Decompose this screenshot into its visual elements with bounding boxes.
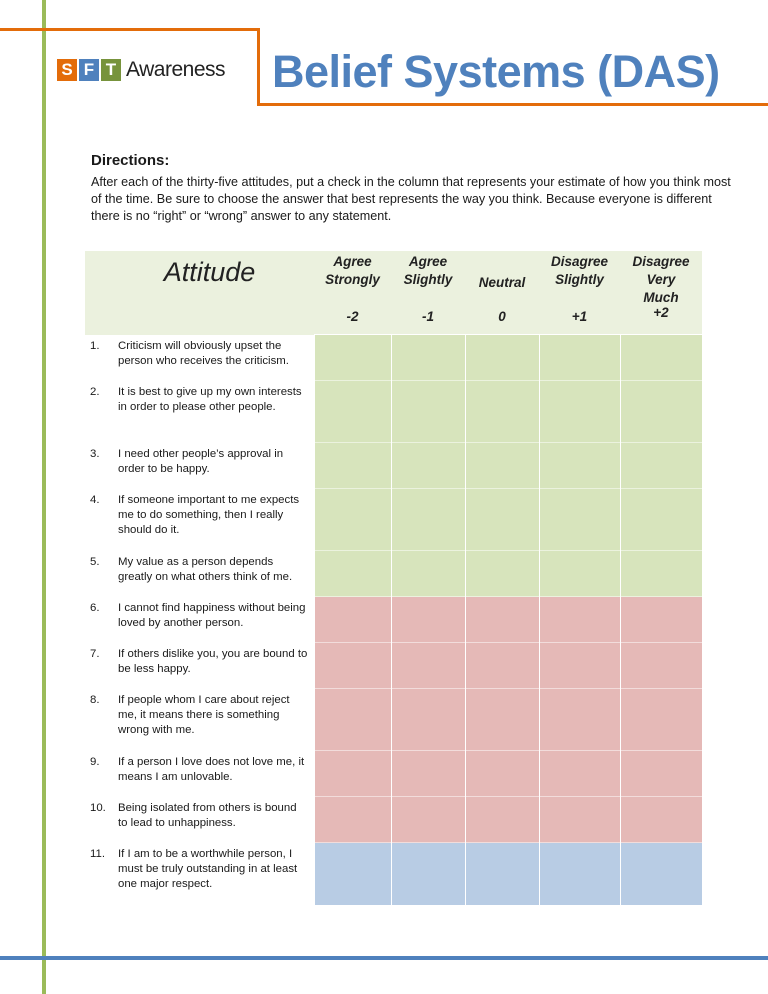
statement-cell [85, 489, 314, 551]
attitude-table [85, 251, 703, 905]
answer-cell-agree-strongly[interactable] [314, 443, 391, 489]
table-row [85, 597, 702, 643]
table-row [85, 443, 702, 489]
statement-number: 3. [90, 447, 100, 460]
answer-cell-neutral[interactable] [465, 643, 539, 689]
table-row [85, 335, 702, 381]
answer-cell-disagree-very-much[interactable] [620, 597, 702, 643]
answer-cell-disagree-slightly[interactable] [539, 597, 620, 643]
answer-cell-agree-slightly[interactable] [391, 843, 465, 905]
column-value: -1 [421, 309, 434, 324]
answer-cell-disagree-slightly[interactable] [539, 843, 620, 905]
column-value: -2 [346, 309, 359, 324]
statement-cell [85, 643, 314, 689]
logo-word: Awareness [126, 58, 226, 81]
answer-cell-agree-strongly[interactable] [314, 489, 391, 551]
statement-text: Criticism will obviously upset the person who receives the criticism. [118, 339, 289, 367]
header-rule-top [0, 28, 260, 31]
statement-text: If others dislike you, you are bound to be less happy. [118, 647, 308, 675]
answer-cell-neutral[interactable] [465, 751, 539, 797]
statement-text: My value as a person depends greatly on what others think of me. [118, 555, 293, 583]
column-header-disagree-very-much [620, 251, 702, 335]
answer-cell-agree-slightly[interactable] [391, 551, 465, 597]
answer-cell-neutral[interactable] [465, 551, 539, 597]
column-header-neutral [465, 251, 539, 335]
column-label: Neutral [478, 275, 526, 290]
directions-text: After each of the thirty-five attitudes, put a check in the column that represents your estimate of how you think most of the time. Be sure to choose the answer that best represents the way you think. Because everyone is different there is no “right” or “wrong” answer to any statement. [91, 175, 731, 223]
statement-text: If I am to be a worthwhile person, I must be truly outstanding in at least one major respect. [118, 847, 298, 890]
answer-cell-agree-slightly[interactable] [391, 751, 465, 797]
answer-cell-disagree-very-much[interactable] [620, 443, 702, 489]
answer-cell-agree-slightly[interactable] [391, 443, 465, 489]
statement-number: 7. [90, 647, 100, 660]
directions-heading: Directions: [91, 152, 170, 169]
statement-number: 4. [90, 493, 100, 506]
sft-awareness-logo [57, 57, 225, 83]
answer-cell-neutral[interactable] [465, 597, 539, 643]
statement-cell [85, 689, 314, 751]
statement-number: 6. [90, 601, 100, 614]
answer-cell-agree-slightly[interactable] [391, 643, 465, 689]
statement-text: If a person I love does not love me, it means I am unlovable. [118, 755, 305, 783]
statement-text: Being isolated from others is bound to lead to unhappiness. [118, 801, 297, 829]
statement-text: I cannot find happiness without being loved by another person. [118, 601, 306, 629]
answer-cell-neutral[interactable] [465, 843, 539, 905]
column-value: +2 [653, 305, 669, 320]
header-rule-bottom [257, 103, 768, 106]
answer-cell-disagree-very-much[interactable] [620, 797, 702, 843]
answer-cell-neutral[interactable] [465, 689, 539, 751]
column-value: 0 [498, 309, 506, 324]
answer-cell-neutral[interactable] [465, 489, 539, 551]
answer-cell-agree-strongly[interactable] [314, 643, 391, 689]
attitude-header: Attitude [163, 257, 256, 287]
statement-number: 9. [90, 755, 100, 768]
answer-cell-disagree-slightly[interactable] [539, 335, 620, 381]
statement-cell [85, 443, 314, 489]
answer-cell-disagree-very-much[interactable] [620, 335, 702, 381]
attitude-header-cell [85, 251, 314, 335]
answer-cell-disagree-very-much[interactable] [620, 751, 702, 797]
answer-cell-neutral[interactable] [465, 335, 539, 381]
answer-cell-agree-strongly[interactable] [314, 843, 391, 905]
column-label: Disagree Very Much [632, 254, 690, 305]
logo-s: S [57, 59, 77, 81]
statement-cell [85, 597, 314, 643]
table-row [85, 797, 702, 843]
logo-f: F [79, 59, 99, 81]
column-value: +1 [571, 309, 588, 324]
answer-cell-disagree-slightly[interactable] [539, 381, 620, 443]
answer-cell-agree-strongly[interactable] [314, 381, 391, 443]
table-row [85, 751, 702, 797]
statement-cell [85, 797, 314, 843]
column-label: Disagree Slightly [550, 254, 609, 287]
statement-text: It is best to give up my own interests in order to please other people. [118, 385, 302, 413]
statement-number: 10. [90, 801, 106, 814]
answer-cell-disagree-very-much[interactable] [620, 843, 702, 905]
answer-cell-neutral[interactable] [465, 443, 539, 489]
statement-number: 1. [90, 339, 100, 352]
table-row [85, 489, 702, 551]
answer-cell-agree-slightly[interactable] [391, 689, 465, 751]
answer-cell-disagree-very-much[interactable] [620, 381, 702, 443]
answer-cell-agree-slightly[interactable] [391, 381, 465, 443]
left-margin-rule [42, 0, 46, 994]
statement-cell [85, 751, 314, 797]
answer-cell-disagree-slightly[interactable] [539, 489, 620, 551]
table-row [85, 689, 702, 751]
answer-cell-agree-strongly[interactable] [314, 597, 391, 643]
logo-t: T [101, 59, 121, 81]
table-row [85, 643, 702, 689]
header-rule-vertical [257, 28, 260, 106]
answer-cell-agree-strongly[interactable] [314, 551, 391, 597]
table-row [85, 551, 702, 597]
footer-rule [0, 956, 768, 960]
answer-cell-disagree-slightly[interactable] [539, 751, 620, 797]
answer-cell-neutral[interactable] [465, 381, 539, 443]
page-title: Belief Systems (DAS) [272, 46, 720, 97]
answer-cell-agree-slightly[interactable] [391, 797, 465, 843]
column-header-agree-slightly [391, 251, 465, 335]
answer-cell-disagree-slightly[interactable] [539, 551, 620, 597]
column-header-agree-strongly [314, 251, 391, 335]
answer-cell-agree-strongly[interactable] [314, 797, 391, 843]
answer-cell-disagree-very-much[interactable] [620, 489, 702, 551]
column-header-disagree-slightly [539, 251, 620, 335]
statement-cell [85, 335, 314, 381]
table-row [85, 381, 702, 443]
statement-number: 2. [90, 385, 100, 398]
answer-cell-neutral[interactable] [465, 797, 539, 843]
answer-cell-disagree-slightly[interactable] [539, 643, 620, 689]
table-header-row [85, 251, 702, 335]
answer-cell-disagree-slightly[interactable] [539, 689, 620, 751]
answer-cell-disagree-very-much[interactable] [620, 643, 702, 689]
statement-text: If someone important to me expects me to do something, then I really should do it. [118, 493, 300, 536]
statement-number: 11. [90, 847, 105, 860]
answer-cell-agree-slightly[interactable] [391, 597, 465, 643]
statement-cell [85, 843, 314, 905]
table-row [85, 843, 702, 905]
statement-number: 5. [90, 555, 100, 568]
answer-cell-disagree-very-much[interactable] [620, 689, 702, 751]
column-label: Agree Slightly [403, 254, 453, 287]
statement-number: 8. [90, 693, 100, 706]
statement-text: If people whom I care about reject me, it means there is something wrong with me. [118, 693, 290, 736]
answer-cell-agree-strongly[interactable] [314, 689, 391, 751]
answer-cell-agree-strongly[interactable] [314, 751, 391, 797]
answer-cell-disagree-slightly[interactable] [539, 797, 620, 843]
statement-cell [85, 551, 314, 597]
answer-cell-agree-strongly[interactable] [314, 335, 391, 381]
answer-cell-agree-slightly[interactable] [391, 489, 465, 551]
answer-cell-disagree-very-much[interactable] [620, 551, 702, 597]
answer-cell-disagree-slightly[interactable] [539, 443, 620, 489]
statement-cell [85, 381, 314, 443]
statement-text: I need other people’s approval in order to be happy. [118, 447, 284, 475]
answer-cell-agree-slightly[interactable] [391, 335, 465, 381]
column-label: Agree Strongly [325, 254, 380, 287]
